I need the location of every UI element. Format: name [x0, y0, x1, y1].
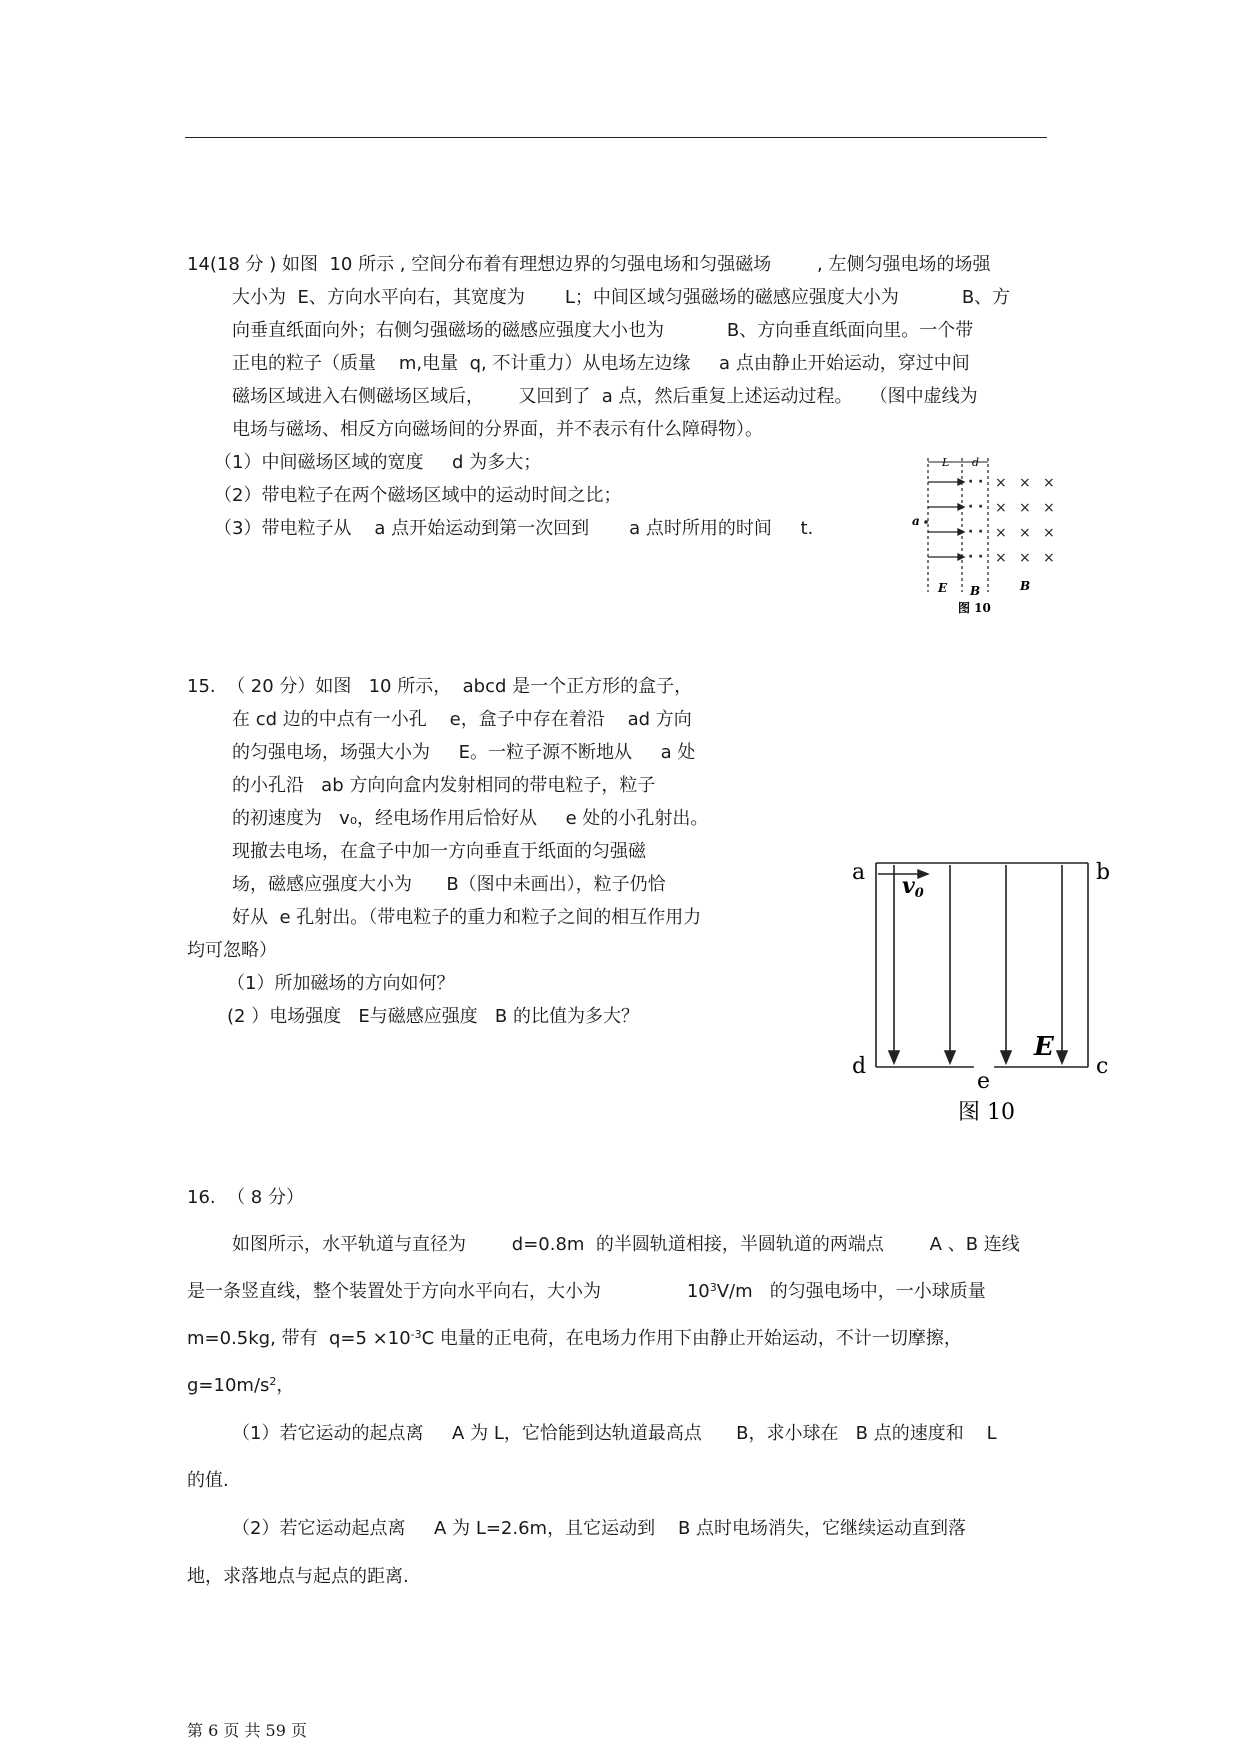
svg-text:×: ×	[1019, 550, 1031, 566]
q15-line-1: 15. （ 20 分）如图 10 所示， abcd 是一个正方形的盒子，	[187, 676, 693, 697]
svg-text:·: ·	[978, 499, 984, 515]
fig15-label-E: E	[1034, 1032, 1054, 1062]
svg-text:·: ·	[968, 499, 974, 515]
q15-sub-1: （1）所加磁场的方向如何？	[227, 973, 455, 994]
q15-figure	[848, 855, 1128, 1127]
q15-line-3: 的匀强电场，场强大小为 E。一粒子源不断地从 a 处	[232, 742, 696, 763]
svg-text:×: ×	[995, 475, 1007, 491]
q14-sub-3: （3）带电粒子从 a 点开始运动到第一次回到 a 点时所用的时间 t.	[214, 518, 814, 539]
q14-line-5: 磁场区域进入右侧磁场区域后， 又回到了 a 点，然后重复上述运动过程。 （图中虚线为	[232, 386, 978, 407]
q16-sub-1-cont: 的值.	[187, 1470, 229, 1491]
svg-text:·: ·	[968, 524, 974, 540]
svg-text:×: ×	[995, 500, 1007, 516]
q16-sub-2-cont: 地，求落地点与起点的距离.	[187, 1566, 409, 1587]
q16-title: 16. （ 8 分）	[187, 1187, 304, 1208]
q14-line-3: 向垂直纸面向外；右侧匀强磁场的磁感应强度大小也为 B、方向垂直纸面向里。一个带	[232, 320, 974, 341]
q15-line-6: 现撤去电场，在盒子中加一方向垂直于纸面的匀强磁	[232, 841, 646, 862]
fig14-label-E: E	[938, 581, 948, 595]
q14-line-2: 大小为 E、方向水平向右，其宽度为 L；中间区域匀强磁场的磁感应强度大小为 B、方	[232, 287, 1011, 308]
fig15-label-a: a	[852, 860, 866, 885]
q16-para-1: 如图所示，水平轨道与直径为 d=0.8m 的半圆轨道相接，半圆轨道的两端点 A 、B 连线	[232, 1234, 1020, 1255]
q15-line-2: 在 cd 边的中点有一小孔 e，盒子中存在着沿 ad 方向	[232, 709, 692, 730]
svg-text:×: ×	[1019, 525, 1031, 541]
q16-para-2: 是一条竖直线，整个装置处于方向水平向右，大小为 $10^3V/m$ 的匀强电场中，一小球质量	[187, 1281, 986, 1302]
fig15-label-e: e	[977, 1069, 991, 1094]
q15-line-5: 的初速度为 v₀，经电场作用后恰好从 e 处的小孔射出。	[232, 808, 709, 829]
svg-text:·: ·	[978, 474, 984, 490]
q14-sub-2: （2）带电粒子在两个磁场区域中的运动时间之比；	[214, 485, 622, 506]
q14-line-4: 正电的粒子（质量 m,电量 q, 不计重力）从电场左边缘 a 点由静止开始运动，穿过中间	[232, 353, 970, 374]
q16-sub-2: （2）若它运动起点离 A 为 L=2.6m，且它运动到 B 点时电场消失，它继续运动直到落	[232, 1518, 967, 1539]
q15-line-9: 均可忽略）	[187, 940, 277, 961]
svg-text:·: ·	[968, 549, 974, 565]
svg-text:×: ×	[995, 525, 1007, 541]
q15-line-7: 场，磁感应强度大小为 B（图中未画出），粒子仍恰	[232, 874, 666, 895]
fig15-label-b: b	[1096, 860, 1111, 885]
svg-text:×: ×	[1019, 500, 1031, 516]
header-rule	[185, 137, 1047, 138]
svg-text:×: ×	[1043, 500, 1055, 516]
q15-line-8: 好从 e 孔射出。（带电粒子的重力和粒子之间的相互作用力	[232, 907, 702, 928]
fig14-label-d: d	[972, 456, 980, 469]
fig14-label-B1: B	[970, 584, 981, 598]
q14-figure	[900, 452, 1070, 627]
q15-sub-2: (2 ）电场强度 E与磁感应强度 B 的比值为多大？	[227, 1006, 639, 1027]
fig14-label-a: a	[912, 514, 920, 528]
fig15-caption: 图 10	[958, 1100, 1015, 1125]
svg-text:·: ·	[968, 474, 974, 490]
fig14-caption: 图 10	[958, 601, 991, 615]
svg-text:·: ·	[978, 524, 984, 540]
q15-line-4: 的小孔沿 ab 方向向盒内发射相同的带电粒子，粒子	[232, 775, 656, 796]
q14-sub-1: （1）中间磁场区域的宽度 d 为多大；	[214, 452, 542, 473]
svg-text:·: ·	[978, 549, 984, 565]
svg-text:×: ×	[1043, 525, 1055, 541]
fig15-label-v0: v0	[902, 873, 924, 901]
q14-line-6: 电场与磁场、相反方向磁场间的分界面，并不表示有什么障碍物）。	[232, 419, 763, 440]
fig14-label-L: L	[942, 456, 950, 469]
q16-para-4: $g=10m/s^2$，	[187, 1375, 295, 1396]
fig15-label-d: d	[852, 1054, 867, 1079]
svg-text:×: ×	[995, 550, 1007, 566]
svg-text:×: ×	[1043, 550, 1055, 566]
fig14-label-B2: B	[1020, 579, 1031, 593]
q14-line-1: 14(18 分 ) 如图 10 所示 , 空间分布着有理想边界的匀强电场和匀强磁场 , 左侧匀强电场的场强	[187, 254, 991, 275]
svg-text:×: ×	[1043, 475, 1055, 491]
page-footer: 第 6 页 共 59 页	[187, 1721, 307, 1740]
fig15-label-c: c	[1096, 1054, 1109, 1079]
svg-text:×: ×	[1019, 475, 1031, 491]
q16-sub-1: （1）若它运动的起点离 A 为 L，它恰能到达轨道最高点 B，求小球在 B 点的速度和 L	[232, 1423, 997, 1444]
q16-para-3: m=0.5kg, 带有 $q=5 \times 10^{-3}C$ 电量的正电荷，在电场力作用下由静止开始运动，不计一切摩擦，	[187, 1328, 962, 1349]
